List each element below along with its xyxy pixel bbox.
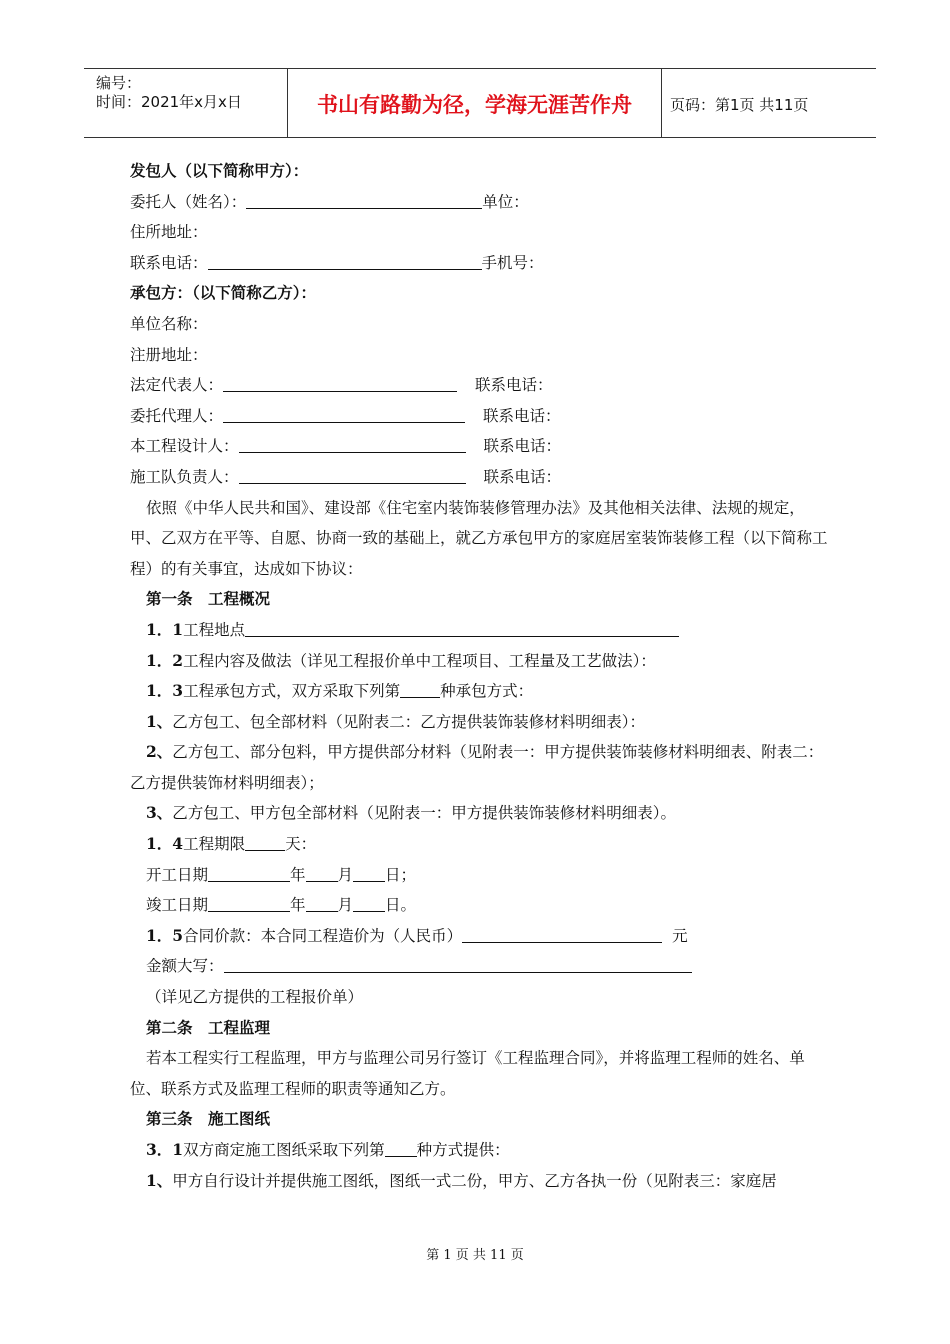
- header-page-info: 页码：第1页 共11页: [670, 96, 809, 114]
- clause-1-1: 1．1工程地点: [130, 615, 835, 646]
- blank-field[interactable]: [224, 954, 692, 973]
- header-motto: 书山有路勤为径，学海无涯苦作舟: [317, 93, 632, 117]
- party-b-agent-line: 委托代理人： 联系电话：: [130, 401, 835, 432]
- blank-field[interactable]: [208, 893, 290, 912]
- blank-field[interactable]: [223, 404, 465, 423]
- party-a-title: 发包人（以下简称甲方）：: [130, 161, 309, 180]
- blank-field[interactable]: [246, 190, 482, 209]
- party-b-reg-line: 注册地址：: [130, 345, 208, 364]
- party-a-address-line: 住所地址：: [130, 223, 208, 242]
- amount-words-line: 金额大写：: [130, 951, 835, 982]
- blank-field[interactable]: [353, 893, 385, 912]
- blank-field[interactable]: [306, 863, 338, 882]
- doc-number-label: 编号：: [96, 74, 142, 92]
- blank-field[interactable]: [208, 863, 290, 882]
- party-b-title: 承包方：（以下简称乙方）：: [130, 283, 317, 303]
- header-motto-cell: [287, 69, 662, 137]
- blank-field[interactable]: [239, 465, 466, 484]
- blank-field[interactable]: [245, 832, 285, 851]
- art3-option-1: 1、甲方自行设计并提供施工图纸，图纸一式二份，甲方、乙方各执一份（见附表三：家庭居: [146, 1170, 777, 1190]
- article-2-text: 若本工程实行工程监理，甲方与监理公司另行签订《工程监理合同》，并将监理工程师的姓名、单位、联系方式及监理工程师的职责等通知乙方。: [130, 1049, 805, 1098]
- article-2-title: 第二条 工程监理: [146, 1017, 271, 1037]
- preamble-paragraph: 依照《中华人民共和国》、建设部《住宅室内装饰装修管理办法》及其他相关法律、法规的规定，甲、乙双方在平等、自愿、协商一致的基础上，就乙方承包甲方的家庭居室装饰装修工程（以下简称工程）的有关事宜，达成如下协议：: [130, 498, 828, 578]
- party-a-agent-line: 委托人（姓名）： 单位：: [130, 187, 835, 218]
- party-b-designer-line: 本工程设计人： 联系电话：: [130, 431, 835, 462]
- blank-field[interactable]: [353, 863, 385, 882]
- page-header: [84, 68, 876, 138]
- clause-3-1: 3．1双方商定施工图纸采取下列第 种方式提供：: [146, 1140, 510, 1159]
- party-b-team-line: 施工队负责人： 联系电话：: [130, 462, 835, 493]
- blank-field[interactable]: [245, 618, 679, 637]
- option-1: 1、乙方包工、包全部材料（见附表二：乙方提供装饰装修材料明细表）：: [146, 711, 646, 731]
- option-3: 3、乙方包工、甲方包全部材料（见附表一：甲方提供装饰装修材料明细表）。: [146, 803, 677, 823]
- clause-1-4: 1．4工程期限 天：: [146, 834, 317, 854]
- contract-body: [130, 156, 835, 1196]
- quote-note: （详见乙方提供的工程报价单）: [146, 988, 364, 1007]
- party-b-legal-line: 法定代表人： 联系电话：: [130, 370, 835, 401]
- doc-time-label: 时间：2021年x月x日: [96, 93, 242, 111]
- blank-field[interactable]: [208, 251, 482, 270]
- blank-field[interactable]: [462, 924, 662, 943]
- finish-date-line: 竣工日期 年 月 日。: [130, 890, 835, 921]
- blank-field[interactable]: [400, 679, 440, 698]
- clause-1-3: 1．3工程承包方式，双方采取下列第 种承包方式：: [146, 681, 534, 701]
- party-a-phone-line: 联系电话： 手机号：: [130, 248, 835, 279]
- blank-field[interactable]: [306, 893, 338, 912]
- article-1-title: 第一条 工程概况: [146, 589, 271, 609]
- page-footer: 第 1 页 共 11 页: [426, 1248, 524, 1263]
- blank-field[interactable]: [239, 434, 466, 453]
- header-meta-cell: [84, 69, 287, 137]
- option-2: 2、乙方包工、部分包料，甲方提供部分材料（见附表一：甲方提供装饰装修材料明细表、附表二：乙方提供装饰材料明细表）；: [130, 742, 824, 792]
- clause-1-2: 1．2工程内容及做法（详见工程报价单中工程项目、工程量及工艺做法）：: [146, 650, 656, 670]
- article-3-title: 第三条 施工图纸: [146, 1109, 271, 1129]
- blank-field[interactable]: [223, 373, 457, 392]
- party-b-unit-line: 单位名称：: [130, 314, 208, 333]
- clause-1-5: 1．5合同价款：本合同工程造价为（人民币） 元: [146, 925, 688, 945]
- start-date-line: 开工日期 年 月 日；: [130, 860, 835, 891]
- header-page-cell: [660, 69, 876, 137]
- blank-field[interactable]: [385, 1138, 417, 1157]
